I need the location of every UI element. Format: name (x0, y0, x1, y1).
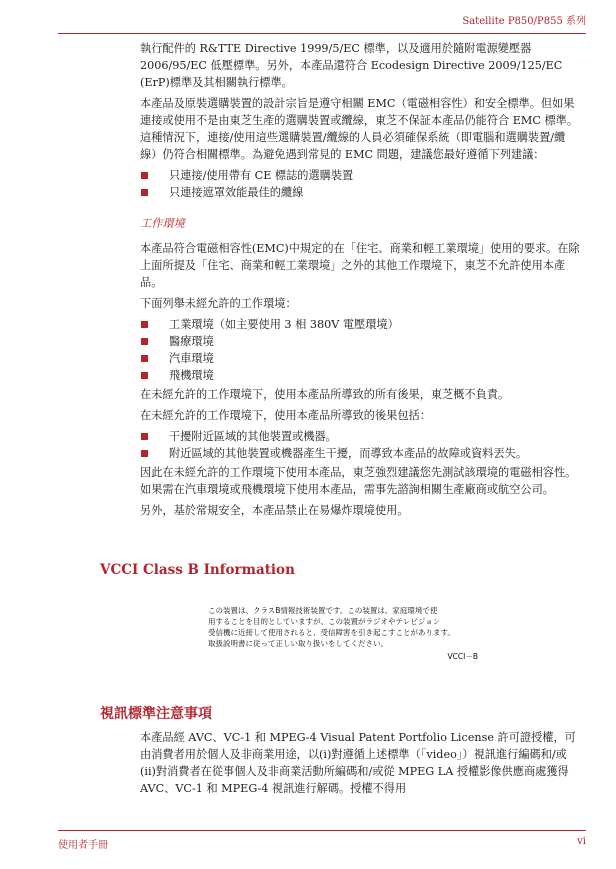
vcci-line: 受信機に近接して使用されると、受信障害を引き起こすことがあります。 (208, 628, 455, 637)
emc-paragraph: 本產品及原裝選購裝置的設計宗旨是遵守相關 EMC（電磁相容性）和安全標準。但如果連接或使用不是由東芝生產的選購裝置或纜線，東芝不保証本產品仍能符合 EMC 標準。這種情況下，連接/使用這些選購裝置/纜線的人員必須確保系統（即電腦和選購裝置/纜線）仍符合相關標準。為避免遇到常見的 EMC 問題，建議您最好遵循下列建議： (140, 97, 579, 161)
work-env-heading: 工作環境 (140, 217, 185, 230)
footer-rule (58, 830, 586, 831)
video-paragraph: 本產品經 AVC、VC-1 和 MPEG-4 Visual Patent Portfolio License 許可證授權，可由消費者用於個人及非商業用途，以(i)對遵循上述標準（「video」）視訊進行編碼和/或(ii)對消費者在從事個人及非商業活動所編碼和/或從 MPEG LA 授權影像供應商處獲得 AVC、VC-1 和 MPEG-4 視訊進行解碼。授權不得用 (140, 731, 576, 795)
list-item: 飛機環境 (140, 367, 580, 384)
work-env-paragraph-2: 下面列舉未經允許的工作環境： (140, 297, 297, 310)
vcci-heading: VCCI Class B Information (100, 562, 295, 578)
bullet-square-icon (141, 433, 148, 440)
bullet-square-icon (141, 172, 148, 179)
list-item: 工業環境（如主要使用 3 相 380V 電壓環境） (140, 316, 580, 333)
work-env-paragraph-1: 本產品符合電磁相容性(EMC)中規定的在「住宅、商業和輕工業環境」使用的要求。在除上面所提及「住宅、商業和輕工業環境」之外的其他工作環境下，東芝不允許使用本產品。 (140, 242, 580, 289)
work-env-paragraph-4: 在未經允許的工作環境下，使用本產品所導致的後果包括： (140, 409, 431, 422)
disallowed-env-list (140, 316, 580, 384)
bullet-square-icon (141, 338, 148, 345)
bullet-square-icon (141, 450, 148, 457)
work-env-paragraph-6: 另外，基於常規安全，本產品禁止在易爆炸環境使用。 (140, 504, 409, 517)
bullet-square-icon (141, 189, 148, 196)
vcci-signature: VCCI－B (447, 652, 478, 661)
work-env-paragraph-5: 因此在未經允許的工作環境下使用本產品，東芝強烈建議您先測試該環境的電磁相容性。如果需在汽車環境或飛機環境下使用本產品，需事先諮詢相關生產廠商或航空公司。 (140, 466, 577, 496)
bullet-square-icon (141, 321, 148, 328)
header-rule (58, 33, 586, 34)
bullet-square-icon (141, 372, 148, 379)
emc-bullet-list (140, 167, 580, 201)
vcci-notice (208, 605, 518, 662)
header-title: Satellite P850/P855 系列 (462, 16, 586, 27)
intro-paragraph: 執行配件的 R&TTE Directive 1999/5/EC 標準，以及適用於隨附電源變壓器 2006/95/EC 低壓標準。另外，本產品還符合 Ecodesign Directive 2009/125/EC (ErP)標準及其相關執行標準。 (140, 42, 563, 89)
list-item: 只連接/使用帶有 CE 標誌的選購裝置 (140, 167, 580, 184)
list-item: 醫療環境 (140, 333, 580, 350)
bullet-square-icon (141, 355, 148, 362)
vcci-line: 取扱説明書に従って正しい取り扱いをしてください。 (208, 639, 388, 648)
footer-title: 使用者手冊 (58, 840, 108, 851)
list-item: 附近區域的其他裝置或機器產生干擾，而導致本產品的故障或資料丟失。 (140, 445, 580, 462)
vcci-line: この装置は、クラスB情報技術装置です。この装置は、家庭環境で使 (208, 606, 438, 615)
main-column-top (140, 40, 580, 523)
list-item: 汽車環境 (140, 350, 580, 367)
video-standard-heading: 視訊標準注意事項 (100, 706, 212, 722)
page-number: vi (577, 836, 586, 847)
main-column-bottom (140, 729, 580, 801)
consequence-list (140, 428, 580, 462)
list-item: 干擾附近區域的其他裝置或機器。 (140, 428, 580, 445)
work-env-paragraph-3: 在未經允許的工作環境下，使用本產品所導致的所有後果，東芝概不負責。 (140, 388, 510, 401)
vcci-line: 用することを目的としていますが、この装置がラジオやテレビジョン (208, 617, 441, 626)
list-item: 只連接遮罩效能最佳的纜線 (140, 184, 580, 201)
